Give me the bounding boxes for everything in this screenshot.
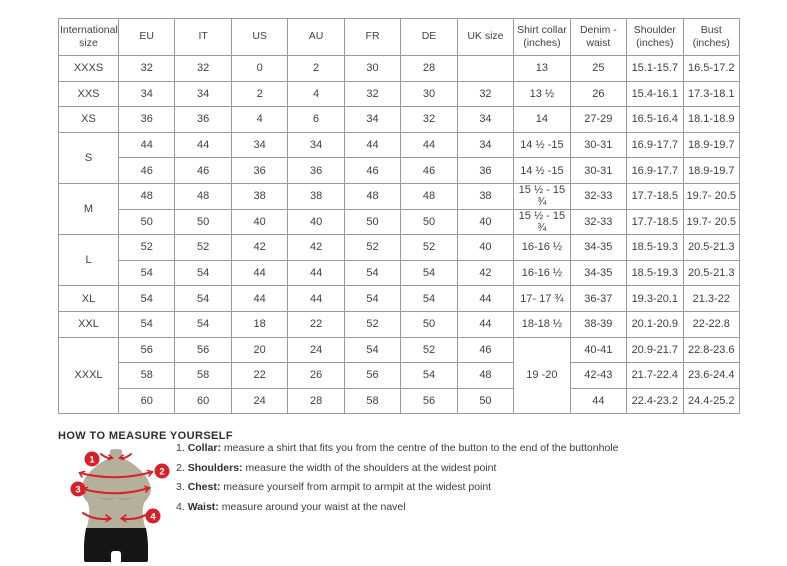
item-number: 4. — [176, 500, 185, 513]
table-cell: 22-22.8 — [683, 311, 739, 337]
table-cell: 60 — [119, 388, 175, 414]
table-cell: 44 — [457, 311, 513, 337]
column-header: DE — [401, 19, 457, 56]
table-cell: 42 — [231, 235, 287, 261]
table-cell: 56 — [344, 363, 400, 389]
table-cell: 54 — [344, 260, 400, 286]
column-header: FR — [344, 19, 400, 56]
table-cell: 44 — [231, 286, 287, 312]
table-row — [59, 235, 740, 261]
table-cell: 54 — [401, 260, 457, 286]
table-cell: 52 — [175, 235, 231, 261]
table-cell: 40 — [288, 209, 344, 235]
table-cell: 18.9-19.7 — [683, 158, 739, 184]
measure-item-collar — [176, 442, 646, 454]
table-cell: XXXS — [59, 56, 119, 82]
table-cell: 16-16 ½ — [514, 235, 570, 261]
table-cell: 36 — [288, 158, 344, 184]
table-cell: 46 — [119, 158, 175, 184]
table-cell: 54 — [401, 363, 457, 389]
measure-item-shoulders — [176, 462, 646, 474]
table-cell: 52 — [344, 311, 400, 337]
table-cell: 44 — [175, 132, 231, 158]
table-cell: 58 — [344, 388, 400, 414]
table-cell: 32-33 — [570, 183, 626, 209]
table-cell: 17.3-18.1 — [683, 81, 739, 107]
table-cell: 36 — [231, 158, 287, 184]
column-header: UK size — [457, 19, 513, 56]
table-row — [59, 132, 740, 158]
table-cell: XS — [59, 107, 119, 133]
svg-text:2: 2 — [159, 466, 165, 478]
table-cell: 52 — [401, 337, 457, 363]
table-cell: 40-41 — [570, 337, 626, 363]
item-number: 2. — [176, 461, 185, 474]
table-cell: 15 ½ - 15 ¾ — [514, 209, 570, 235]
table-cell: 19.7- 20.5 — [683, 183, 739, 209]
column-header: IT — [175, 19, 231, 56]
table-cell: 50 — [175, 209, 231, 235]
table-cell: XL — [59, 286, 119, 312]
table-cell: 13 — [514, 56, 570, 82]
column-header: AU — [288, 19, 344, 56]
table-cell: 15.1-15.7 — [627, 56, 683, 82]
table-cell: 30 — [401, 81, 457, 107]
table-cell: 30-31 — [570, 132, 626, 158]
table-cell: 54 — [344, 337, 400, 363]
table-cell: 44 — [344, 132, 400, 158]
item-text: measure yourself from armpit to armpit at the widest point — [223, 481, 492, 493]
table-cell: 4 — [288, 81, 344, 107]
table-cell: L — [59, 235, 119, 286]
table-cell: 60 — [175, 388, 231, 414]
table-cell: 17.7-18.5 — [627, 183, 683, 209]
table-cell: 34 — [231, 132, 287, 158]
table-cell: 54 — [175, 260, 231, 286]
table-cell: 32 — [344, 81, 400, 107]
table-cell — [457, 56, 513, 82]
table-cell: 54 — [119, 260, 175, 286]
table-cell: 23.6-24.4 — [683, 363, 739, 389]
size-table-header — [59, 19, 740, 56]
column-header: Shoulder (inches) — [627, 19, 683, 56]
table-cell: 13 ½ — [514, 81, 570, 107]
measure-item-waist — [176, 501, 646, 513]
table-cell: 26 — [288, 363, 344, 389]
table-cell: 25 — [570, 56, 626, 82]
table-cell: 44 — [401, 132, 457, 158]
table-cell: 24 — [231, 388, 287, 414]
table-cell: 38 — [231, 183, 287, 209]
table-cell: 48 — [401, 183, 457, 209]
table-cell: 19 -20 — [514, 337, 570, 414]
table-cell: 27-29 — [570, 107, 626, 133]
item-text: measure the width of the shoulders at the widest point — [245, 461, 497, 474]
item-text: measure a shirt that fits you from the centre of the button to the end of the buttonhole — [223, 442, 619, 454]
table-cell: 24 — [288, 337, 344, 363]
table-cell: 52 — [401, 235, 457, 261]
table-row — [59, 81, 740, 107]
table-header-row — [59, 19, 740, 56]
table-cell: 56 — [175, 337, 231, 363]
table-cell: 56 — [401, 388, 457, 414]
table-cell: 54 — [401, 286, 457, 312]
table-cell: 20.5-21.3 — [683, 235, 739, 261]
table-cell: 34-35 — [570, 235, 626, 261]
table-cell: 32-33 — [570, 209, 626, 235]
table-cell: S — [59, 132, 119, 183]
table-cell: 20.9-21.7 — [627, 337, 683, 363]
table-row — [59, 388, 740, 414]
svg-text:3: 3 — [75, 484, 81, 496]
mannequin-shorts — [84, 528, 148, 562]
table-cell: 34-35 — [570, 260, 626, 286]
item-number: 1. — [176, 442, 185, 454]
table-cell: 46 — [457, 337, 513, 363]
table-cell: 32 — [457, 81, 513, 107]
table-cell: 18.9-19.7 — [683, 132, 739, 158]
table-cell: 38-39 — [570, 311, 626, 337]
table-row — [59, 363, 740, 389]
table-cell: 18 — [231, 311, 287, 337]
table-cell: M — [59, 183, 119, 234]
table-cell: 28 — [401, 56, 457, 82]
table-cell: 26 — [570, 81, 626, 107]
size-table-body — [59, 56, 740, 414]
table-cell: 15 ½ - 15 ¾ — [514, 183, 570, 209]
table-cell: 20.1-20.9 — [627, 311, 683, 337]
table-cell: XXS — [59, 81, 119, 107]
table-cell: 36 — [175, 107, 231, 133]
table-cell: 50 — [401, 209, 457, 235]
measure-instructions — [176, 442, 646, 513]
measure-item-chest — [176, 481, 646, 493]
mannequin-figure — [68, 447, 180, 565]
table-row — [59, 183, 740, 209]
table-cell: 32 — [175, 56, 231, 82]
table-cell: 32 — [119, 56, 175, 82]
table-cell: 54 — [344, 286, 400, 312]
table-cell: 44 — [570, 388, 626, 414]
table-cell: 20 — [231, 337, 287, 363]
table-cell: 50 — [401, 311, 457, 337]
svg-text:4: 4 — [150, 511, 156, 523]
table-cell: 34 — [119, 81, 175, 107]
table-cell: 48 — [175, 183, 231, 209]
item-label: Shoulders: — [187, 461, 243, 474]
table-cell: 44 — [288, 286, 344, 312]
table-cell: 14 — [514, 107, 570, 133]
size-table — [58, 18, 740, 414]
table-cell: 34 — [175, 81, 231, 107]
figure-marker-3 — [71, 482, 86, 497]
item-label: Collar: — [187, 442, 221, 454]
column-header: EU — [119, 19, 175, 56]
table-cell: 4 — [231, 107, 287, 133]
table-cell: 2 — [231, 81, 287, 107]
table-cell: 54 — [119, 311, 175, 337]
table-cell: 0 — [231, 56, 287, 82]
table-cell: 52 — [344, 235, 400, 261]
table-cell: 46 — [344, 158, 400, 184]
column-header: International size — [59, 19, 119, 56]
table-cell: 22.8-23.6 — [683, 337, 739, 363]
table-cell: 50 — [119, 209, 175, 235]
table-cell: 36 — [119, 107, 175, 133]
table-cell: 46 — [401, 158, 457, 184]
item-label: Waist: — [187, 500, 219, 513]
table-cell: 22.4-23.2 — [627, 388, 683, 414]
column-header: Bust (inches) — [683, 19, 739, 56]
figure-marker-2 — [155, 464, 170, 479]
table-cell: 34 — [457, 132, 513, 158]
table-cell: XXXL — [59, 337, 119, 414]
measure-title: HOW TO MEASURE YOURSELF — [58, 430, 234, 442]
table-cell: 36 — [457, 158, 513, 184]
table-cell: 21.7-22.4 — [627, 363, 683, 389]
table-cell: 24.4-25.2 — [683, 388, 739, 414]
table-cell: 22 — [231, 363, 287, 389]
table-row — [59, 260, 740, 286]
table-cell: 54 — [175, 286, 231, 312]
column-header: Shirt collar (inches) — [514, 19, 570, 56]
table-cell: 18.5-19.3 — [627, 260, 683, 286]
table-cell: 19.3-20.1 — [627, 286, 683, 312]
table-cell: 42-43 — [570, 363, 626, 389]
table-cell: XXL — [59, 311, 119, 337]
figure-marker-4 — [146, 509, 161, 524]
table-cell: 16.5-17.2 — [683, 56, 739, 82]
table-row — [59, 286, 740, 312]
table-cell: 58 — [119, 363, 175, 389]
table-cell: 34 — [288, 132, 344, 158]
table-cell: 54 — [119, 286, 175, 312]
table-cell: 36-37 — [570, 286, 626, 312]
item-text: measure around your waist at the navel — [221, 500, 406, 513]
table-cell: 19.7- 20.5 — [683, 209, 739, 235]
table-cell: 21.3-22 — [683, 286, 739, 312]
table-cell: 30 — [344, 56, 400, 82]
table-cell: 16.9-17.7 — [627, 132, 683, 158]
table-cell: 48 — [344, 183, 400, 209]
table-cell: 34 — [457, 107, 513, 133]
table-cell: 50 — [457, 388, 513, 414]
table-cell: 44 — [119, 132, 175, 158]
table-cell: 40 — [457, 235, 513, 261]
table-cell: 16-16 ½ — [514, 260, 570, 286]
table-cell: 38 — [457, 183, 513, 209]
table-cell: 6 — [288, 107, 344, 133]
table-cell: 34 — [344, 107, 400, 133]
table-cell: 42 — [457, 260, 513, 286]
table-cell: 14 ½ -15 — [514, 158, 570, 184]
table-row — [59, 311, 740, 337]
table-cell: 14 ½ -15 — [514, 132, 570, 158]
table-cell: 18.5-19.3 — [627, 235, 683, 261]
table-cell: 42 — [288, 235, 344, 261]
table-cell: 17.7-18.5 — [627, 209, 683, 235]
table-cell: 16.5-16.4 — [627, 107, 683, 133]
table-cell: 22 — [288, 311, 344, 337]
table-cell: 52 — [119, 235, 175, 261]
table-cell: 38 — [288, 183, 344, 209]
table-cell: 28 — [288, 388, 344, 414]
column-header: Denim - waist — [570, 19, 626, 56]
table-cell: 40 — [457, 209, 513, 235]
figure-marker-1 — [85, 452, 100, 467]
item-number: 3. — [176, 481, 185, 493]
table-cell: 20.5-21.3 — [683, 260, 739, 286]
table-cell: 50 — [344, 209, 400, 235]
table-cell: 2 — [288, 56, 344, 82]
table-cell: 58 — [175, 363, 231, 389]
table-cell: 18-18 ½ — [514, 311, 570, 337]
table-cell: 18.1-18.9 — [683, 107, 739, 133]
table-row — [59, 158, 740, 184]
table-cell: 40 — [231, 209, 287, 235]
column-header: US — [231, 19, 287, 56]
table-row — [59, 56, 740, 82]
table-cell: 15.4-16.1 — [627, 81, 683, 107]
table-cell: 44 — [457, 286, 513, 312]
table-cell: 46 — [175, 158, 231, 184]
svg-text:1: 1 — [89, 454, 95, 466]
item-label: Chest: — [187, 481, 221, 493]
table-cell: 56 — [119, 337, 175, 363]
table-cell: 48 — [119, 183, 175, 209]
table-cell: 44 — [231, 260, 287, 286]
table-cell: 32 — [401, 107, 457, 133]
table-row — [59, 337, 740, 363]
table-cell: 17- 17 ¾ — [514, 286, 570, 312]
table-row — [59, 209, 740, 235]
table-cell: 44 — [288, 260, 344, 286]
table-cell: 54 — [175, 311, 231, 337]
table-cell: 16.9-17.7 — [627, 158, 683, 184]
table-row — [59, 107, 740, 133]
table-cell: 30-31 — [570, 158, 626, 184]
table-cell: 48 — [457, 363, 513, 389]
